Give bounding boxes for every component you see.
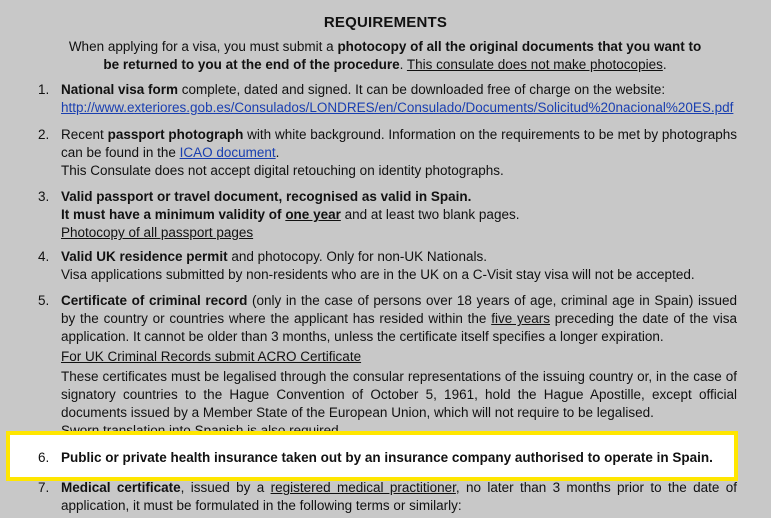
item-text: (only in the case of persons over 18 years of age, criminal age in Spain) issued by the country or countries where the applicant has resided within the xyxy=(61,293,737,326)
item-text: , no later than 3 months prior to the date of application, it must be formulated in the following terms or similarly: xyxy=(61,480,737,513)
icao-document-link[interactable]: ICAO document xyxy=(179,145,276,160)
item-body xyxy=(61,449,737,467)
item-number: 3. xyxy=(38,189,50,204)
intro-end: . xyxy=(662,57,667,72)
intro-sep: . xyxy=(399,57,407,72)
item-title: National visa form xyxy=(61,82,179,97)
item-text: with white background. Information on the requirements to be met by photographs can be found in the xyxy=(61,127,737,160)
item-text: . xyxy=(275,145,280,160)
item-text: and photocopy. Only for non-UK Nationals. xyxy=(227,249,487,264)
item-underlined: five years xyxy=(491,311,550,326)
item-note: Photocopy of all passport pages xyxy=(61,225,254,240)
acro-certificate-note: For UK Criminal Records submit ACRO Certificate xyxy=(61,349,362,364)
intro-underlined: This consulate does not make photocopies xyxy=(406,57,663,72)
item-title: Certificate of criminal record xyxy=(61,293,248,308)
item-text: preceding the date of the visa application. It cannot be older than 3 months, unless the certificate itself specifies a longer expiration. xyxy=(61,311,737,344)
item-number: 7. xyxy=(38,480,50,495)
item-body xyxy=(61,479,737,515)
item-body xyxy=(61,126,737,180)
item-title: Medical certificate xyxy=(61,480,181,495)
item-title: Valid passport or travel document, recognised as valid in Spain. xyxy=(61,189,472,204)
item-number: 5. xyxy=(38,293,50,308)
item-body xyxy=(61,248,737,284)
intro-paragraph xyxy=(60,38,710,74)
item-note: This Consulate does not accept digital retouching on identity photographs. xyxy=(61,163,504,178)
item-title: Valid UK residence permit xyxy=(61,249,228,264)
item-body xyxy=(61,81,737,117)
item-title: passport photograph xyxy=(107,127,244,142)
item-title: Public or private health insurance taken out by an insurance company authorised to operate in Spain. xyxy=(61,450,713,465)
item-number: 6. xyxy=(38,450,50,465)
item-number: 1. xyxy=(38,82,50,97)
item-number: 4. xyxy=(38,249,50,264)
item-note: Visa applications submitted by non-residents who are in the UK on a C-Visit stay visa will not be accepted. xyxy=(61,267,695,282)
item-text: complete, dated and signed. It can be downloaded free of charge on the website: xyxy=(178,82,666,97)
visa-form-link[interactable]: http://www.exteriores.gob.es/Consulados/LONDRES/en/Consulado/Documents/Solicitud%20nacional%20ES.pdf xyxy=(61,100,734,115)
item-underlined: one year xyxy=(285,207,341,222)
item-body xyxy=(61,292,737,440)
item-title: It must have a minimum validity of xyxy=(61,207,286,222)
legalisation-paragraph: These certificates must be legalised through the consular representations of the issuing country or, in the case of signatory countries to the Hague Convention of October 5, 1961, hold the Hague Apostille, except official documents issued by a Member State of the European Union, which will not require to be legalised. xyxy=(61,369,737,420)
intro-text: When applying for a visa, you must submit a xyxy=(68,39,338,54)
item-text: , issued by a xyxy=(180,480,271,495)
intro-bold: photocopy of all the original documents that you want to be returned to you at the end of the procedure xyxy=(103,39,702,72)
item-text: and at least two blank pages. xyxy=(340,207,520,222)
item-underlined: registered medical practitioner xyxy=(270,480,456,495)
page-title: REQUIREMENTS xyxy=(323,14,448,31)
item-body xyxy=(61,188,737,242)
item-number: 2. xyxy=(38,127,50,142)
item-text: Recent xyxy=(61,127,108,142)
